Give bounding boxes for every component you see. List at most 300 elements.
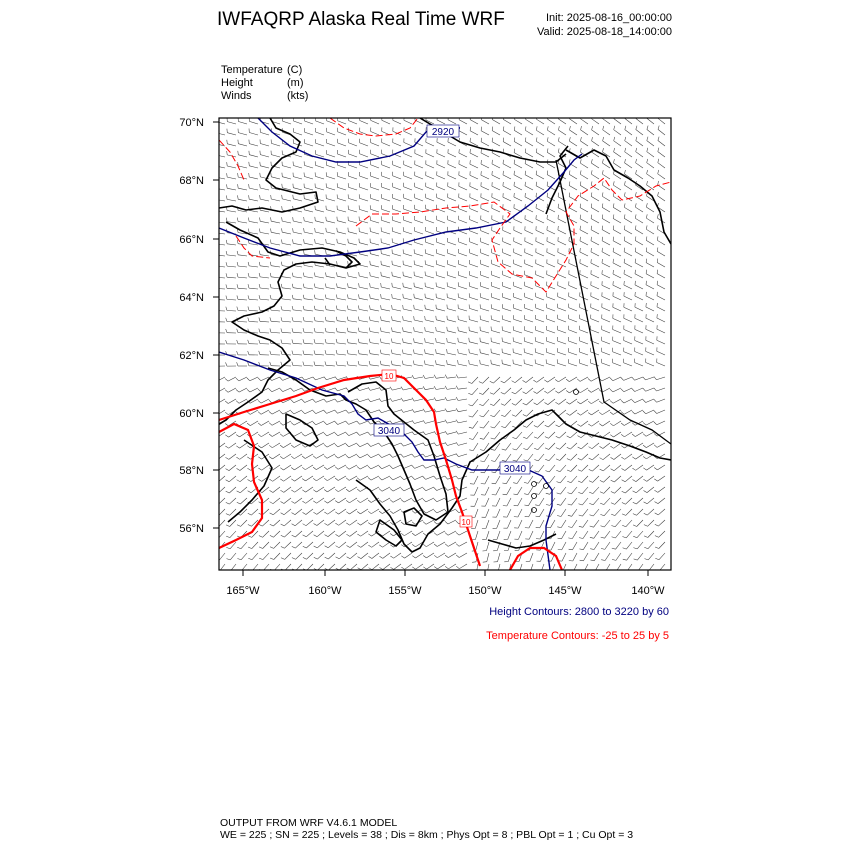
wind-barb-flag (379, 421, 382, 424)
wind-barb-flag (216, 173, 217, 177)
wind-barb-flag (502, 460, 506, 461)
wind-barb-shaft (425, 377, 434, 379)
wind-barb-flag (578, 436, 582, 438)
lat-label: 66°N (179, 234, 204, 246)
wind-barb-flag (248, 362, 249, 366)
wind-barb-shaft (580, 219, 588, 223)
wind-barb-flag (599, 401, 602, 404)
height-label: 3040 (503, 464, 527, 475)
wind-barb-shaft (547, 308, 555, 311)
wind-barb-shaft (558, 252, 566, 256)
wind-barb-shaft (382, 187, 391, 190)
wind-barb-shaft (337, 321, 346, 322)
wind-barb-shaft (436, 298, 445, 300)
wind-barb-shaft (470, 153, 478, 157)
wind-barb-flag (237, 284, 238, 288)
wind-barb-flag (314, 284, 315, 288)
wind-barb-shaft (571, 476, 577, 483)
wind-barb-flag (227, 151, 228, 155)
wind-barb-flag (314, 557, 318, 559)
wind-barb-shaft (647, 174, 654, 179)
wind-barb-shaft (359, 243, 368, 245)
wind-barb-shaft (541, 564, 544, 572)
wind-barb-shaft (415, 198, 423, 201)
wind-barb-shaft (337, 287, 346, 289)
wind-barb-shaft (348, 221, 357, 223)
wind-barb-flag (258, 400, 261, 403)
wind-barb-shaft (548, 388, 555, 393)
wind-barb-shaft (614, 152, 621, 157)
wind-barb-shaft (404, 443, 413, 446)
wind-barb-shaft (593, 498, 599, 505)
wind-barb-flag (412, 567, 415, 569)
wind-barb-shaft (602, 410, 610, 415)
wind-barb-flag (370, 272, 371, 276)
wind-barb-shaft (436, 320, 445, 322)
wind-barb-shaft (580, 185, 588, 190)
wind-barb-shaft (548, 399, 555, 405)
wind-barb-shaft (591, 196, 599, 201)
wind-barb-shaft (657, 351, 665, 355)
wind-barb-shaft (636, 174, 643, 179)
wind-barb-shaft (271, 199, 280, 201)
wind-barb-shaft (227, 255, 236, 256)
wind-barb-shaft (382, 198, 391, 201)
wind-barb-flag (381, 316, 382, 320)
wind-barb-flag (226, 480, 230, 482)
wind-barb-shaft (293, 354, 302, 355)
wind-barb-shaft (316, 399, 324, 402)
wind-barb-shaft (657, 318, 665, 322)
wind-barb-shaft (573, 564, 577, 572)
wind-barb-flag (643, 434, 646, 437)
wind-barb-flag (568, 527, 572, 528)
wind-barb-flag (225, 446, 228, 448)
wind-barb-flag (270, 535, 274, 537)
wind-barb-shaft (240, 476, 247, 482)
wind-barb-shaft (262, 498, 269, 504)
wind-barb-flag (602, 192, 603, 196)
wind-barb-shaft (459, 220, 467, 223)
wind-barb-shaft (580, 388, 588, 393)
wind-barb-flag (624, 248, 625, 252)
wind-barb-shaft (381, 331, 390, 333)
wind-barb-flag (314, 524, 317, 526)
wind-barb-shaft (326, 199, 335, 202)
wind-barb-shaft (293, 266, 302, 268)
wind-barb-shaft (448, 564, 456, 569)
wind-barb-flag (469, 450, 473, 451)
wind-barb-flag (578, 447, 582, 449)
wind-barb-shaft (370, 399, 379, 402)
wind-barb-shaft (414, 410, 423, 412)
wind-barb-shaft (513, 330, 522, 333)
wind-barb-shaft (491, 353, 500, 355)
wind-barb-shaft (350, 520, 357, 525)
wind-barb-shaft (583, 531, 588, 539)
wind-barb-shaft (635, 388, 643, 392)
wind-barb-flag (270, 284, 271, 288)
wind-barb-shaft (525, 208, 533, 212)
wind-barb-shaft (503, 186, 511, 190)
wind-barb-flag (226, 329, 227, 333)
wind-barb-flag (503, 149, 504, 153)
wind-barb-flag (291, 422, 294, 425)
wind-barb-flag (237, 502, 241, 504)
wind-barb-shaft (496, 509, 500, 517)
wind-barb-flag (226, 362, 228, 366)
wind-barb-flag (248, 525, 252, 527)
wind-barb-shaft (436, 331, 445, 333)
wind-barb-shaft (625, 141, 632, 146)
wind-barb-flag (401, 454, 404, 457)
wind-barb-shaft (658, 196, 665, 201)
wind-barb-flag (447, 338, 448, 342)
wind-barb-shaft (481, 153, 489, 157)
wind-barb-shaft (359, 265, 368, 267)
wind-barb-flag (503, 494, 507, 495)
wind-barb-flag (612, 559, 616, 560)
wind-barb-flag (614, 159, 615, 163)
wind-barb-flag (313, 422, 316, 425)
wind-barb-flag (414, 327, 415, 331)
wind-barb-shaft (304, 310, 313, 311)
wind-barb-flag (324, 490, 327, 492)
wind-barb-shaft (238, 255, 247, 256)
wind-barb-flag (259, 329, 260, 333)
wind-barb-flag (347, 557, 351, 559)
wind-barb-shaft (392, 276, 401, 278)
wind-barb-flag (546, 505, 550, 506)
wind-barb-shaft (458, 331, 467, 333)
wind-barb-flag (259, 558, 263, 560)
wind-barb-shaft (415, 209, 424, 212)
wind-barb-flag (304, 228, 305, 232)
wind-barb-shaft (570, 119, 577, 124)
wind-barb-flag (612, 537, 616, 538)
wind-barb-flag (324, 411, 327, 414)
wind-barb-flag (347, 328, 348, 332)
wind-barb-flag (636, 137, 637, 141)
wind-barb-shaft (337, 221, 346, 223)
wind-barb-shaft (635, 241, 643, 246)
wind-barb-shaft (240, 498, 247, 504)
wind-barb-shaft (361, 531, 368, 536)
wind-barb-shaft (636, 454, 643, 459)
wind-barb-flag (314, 535, 318, 537)
wind-barb-shaft (304, 354, 313, 355)
wind-barb-flag (226, 340, 227, 344)
wind-barb-flag (588, 390, 591, 393)
wind-barb-shaft (558, 208, 566, 212)
wind-barb-shaft (524, 364, 533, 367)
wind-barb-shaft (216, 300, 225, 301)
wind-barb-flag (632, 411, 635, 414)
wind-barb-flag (643, 400, 646, 403)
wind-barb-shaft (316, 421, 324, 425)
wind-barb-flag (281, 558, 285, 560)
wind-barb-shaft (475, 520, 478, 529)
wind-barb-flag (412, 522, 415, 525)
wind-barb-flag (271, 195, 272, 199)
wind-barb-flag (456, 555, 459, 558)
wind-barb-flag (302, 434, 305, 437)
wind-barb-flag (589, 492, 593, 494)
wind-barb-flag (269, 479, 272, 481)
wind-barb-shaft (487, 553, 489, 562)
wind-barb-flag (654, 377, 657, 380)
wind-barb-flag (658, 170, 659, 174)
wind-barb-flag (271, 217, 272, 221)
wind-barb-shaft (580, 263, 588, 267)
wind-barb-flag (434, 397, 436, 400)
wind-barb-flag (591, 215, 592, 219)
wind-barb-shaft (415, 131, 423, 135)
wind-barb-shaft (524, 341, 533, 344)
wind-barb-shaft (635, 252, 643, 256)
wind-barb-flag (611, 457, 614, 459)
wind-barb-shaft (480, 364, 489, 366)
wind-barb-shaft (448, 153, 456, 157)
wind-barb-shaft (436, 264, 445, 267)
wind-barb-shaft (469, 320, 478, 322)
wind-barb-shaft (436, 287, 445, 290)
wind-barb-flag (357, 399, 360, 402)
wind-barb-flag (358, 339, 359, 343)
wind-barb-shaft (475, 498, 478, 506)
wind-barb-shaft (657, 240, 665, 245)
wind-barb-flag (401, 556, 404, 558)
wind-barb-flag (534, 392, 537, 394)
wind-barb-shaft (261, 443, 269, 448)
wind-barb-shaft (602, 207, 610, 212)
wind-barb-shaft (414, 265, 423, 268)
wind-barb-shaft (514, 175, 522, 179)
wind-barb-shaft (508, 553, 511, 562)
wind-barb-shaft (549, 443, 555, 450)
wind-barb-shaft (595, 564, 599, 572)
wind-barb-flag (402, 350, 403, 354)
wind-barb-flag (313, 445, 316, 448)
wind-barb-flag (237, 262, 238, 266)
wind-barb-shaft (414, 342, 423, 344)
wind-barb-shaft (525, 219, 533, 223)
wind-barb-shaft (229, 498, 236, 504)
wind-barb-flag (369, 317, 370, 321)
wind-barb-shaft (635, 329, 643, 333)
wind-barb-shaft (646, 432, 654, 436)
wind-barb-shaft (295, 498, 302, 503)
wind-barb-flag (434, 443, 437, 446)
wind-barb-shaft (448, 175, 456, 179)
wind-barb-shaft (491, 331, 500, 334)
wind-barb-shaft (360, 165, 369, 168)
wind-barb-shaft (459, 231, 467, 234)
wind-barb-shaft (381, 254, 390, 256)
wind-barb-shaft (658, 520, 665, 526)
wind-barb-shaft (381, 309, 390, 311)
wind-barb-shaft (558, 319, 566, 322)
wind-barb-shaft (326, 299, 335, 301)
wind-barb-shaft (305, 410, 313, 414)
wind-barb-shaft (492, 186, 500, 190)
wind-barb-shaft (359, 198, 368, 201)
wind-barb-shaft (381, 320, 390, 322)
wind-barb-shaft (538, 454, 544, 461)
wind-barb-flag (403, 338, 404, 342)
wind-barb-shaft (591, 219, 599, 223)
wind-barb-flag (456, 487, 459, 490)
wind-barb-shaft (436, 421, 445, 423)
wind-barb-shaft (283, 410, 291, 414)
wind-barb-flag (601, 560, 605, 561)
wind-barb-flag (280, 411, 283, 414)
wind-barb-shaft (273, 476, 280, 481)
wind-barb-shaft (503, 175, 511, 179)
wind-barb-flag (610, 446, 613, 448)
wind-barb-shaft (293, 343, 302, 344)
wind-barb-shaft (558, 308, 566, 311)
wind-barb-shaft (514, 286, 522, 289)
wind-barb-flag (579, 526, 583, 527)
wind-barb-flag (401, 533, 404, 535)
wind-barb-flag (470, 127, 471, 131)
wind-barb-shaft (658, 498, 665, 504)
wind-barb-shaft (227, 144, 236, 146)
wind-barb-flag (523, 392, 527, 394)
wind-barb-flag (358, 350, 359, 354)
wind-barb-shaft (552, 564, 556, 572)
wind-barb-flag (403, 316, 404, 320)
wind-barb-shaft (283, 121, 292, 124)
wind-barb-flag (281, 502, 284, 504)
wind-barb-shaft (338, 143, 346, 146)
wind-barb-flag (347, 339, 348, 343)
wind-barb-shaft (525, 186, 533, 190)
wind-barb-shaft (658, 509, 665, 515)
wind-barb-flag (326, 272, 327, 276)
wind-barb-shaft (525, 141, 533, 146)
wind-barb-flag (633, 502, 637, 504)
wind-barb-shaft (603, 465, 610, 471)
wind-barb-flag (580, 193, 581, 197)
wind-barb-shaft (447, 377, 456, 378)
wind-barb-flag (579, 504, 583, 505)
wind-barb-shaft (591, 174, 599, 179)
wind-barb-flag (657, 259, 658, 263)
wind-barb-shaft (486, 531, 489, 540)
wind-barb-shaft (525, 241, 533, 245)
wind-barb-shaft (447, 421, 456, 423)
wind-barb-shaft (227, 133, 236, 135)
wind-barb-flag (292, 524, 296, 526)
wind-barb-shaft (382, 454, 390, 458)
wind-barb-flag (335, 399, 338, 402)
wind-barb-shaft (492, 120, 500, 125)
wind-barb-shaft (228, 377, 236, 381)
wind-barb-shaft (392, 410, 401, 413)
wind-barb-flag (247, 468, 250, 470)
wind-barb-shaft (636, 487, 643, 493)
wind-barb-shaft (382, 487, 390, 491)
wind-barb-flag (602, 170, 603, 174)
wind-barb-flag (512, 426, 516, 428)
wind-barb-shaft (448, 120, 456, 124)
lat-label: 56°N (179, 523, 204, 535)
lon-label: 150°W (468, 585, 502, 597)
wind-barb-shaft (513, 364, 522, 366)
wind-barb-flag (567, 436, 571, 438)
wind-barb-shaft (240, 443, 247, 448)
wind-barb-shaft (481, 264, 490, 267)
wind-barb-flag (591, 226, 592, 230)
wind-barb-shaft (415, 153, 423, 157)
wind-barb-shaft (646, 340, 654, 344)
wind-barb-flag (215, 196, 216, 200)
wind-barb-shaft (337, 210, 346, 212)
wind-barb-shaft (249, 299, 258, 300)
wind-barb-shaft (547, 141, 555, 146)
wind-barb-shaft (604, 498, 610, 505)
wind-barb-shaft (646, 388, 654, 391)
wind-barb-flag (624, 214, 625, 218)
wind-barb-flag (611, 469, 615, 471)
wind-barb-shaft (582, 487, 588, 494)
wind-barb-shaft (383, 553, 390, 558)
wind-barb-shaft (603, 432, 610, 437)
wind-barb-shaft (536, 208, 544, 212)
wind-barb-flag (337, 228, 338, 232)
wind-barb-shaft (470, 120, 478, 124)
wind-barb-shaft (327, 487, 335, 492)
wind-barb-shaft (547, 341, 556, 344)
wind-barb-shaft (414, 276, 423, 278)
wind-barb-flag (238, 184, 239, 188)
wind-barb-shaft (359, 209, 368, 212)
wind-barb-shaft (260, 155, 269, 157)
wind-barb-shaft (592, 454, 599, 460)
wind-barb-flag (445, 397, 447, 400)
wind-barb-shaft (383, 542, 390, 547)
wind-barb-shaft (592, 130, 599, 135)
wind-barb-flag (501, 404, 505, 406)
wind-barb-shaft (502, 364, 511, 366)
wind-barb-shaft (350, 531, 357, 536)
wind-barb-flag (436, 338, 437, 342)
wind-barb-flag (226, 273, 227, 277)
wind-barb-shaft (293, 143, 302, 146)
wind-barb-shaft (624, 421, 632, 426)
wind-barb-shaft (648, 553, 654, 560)
wind-barb-shaft (515, 377, 522, 383)
wind-barb-flag (601, 571, 605, 572)
wind-barb-flag (314, 362, 315, 366)
wind-barb-shaft (602, 307, 610, 311)
wind-barb-flag (313, 411, 316, 414)
wind-barb-shaft (528, 487, 533, 495)
wind-barb-flag (369, 350, 370, 354)
wind-barb-shaft (525, 164, 533, 168)
wind-barb-flag (335, 512, 338, 514)
wind-barb-shaft (602, 263, 610, 267)
wind-barb-shaft (602, 252, 610, 256)
wind-barb-flag (412, 454, 415, 457)
wind-barb-shaft (305, 377, 314, 380)
wind-barb-shaft (514, 186, 522, 190)
wind-barb-shaft (328, 520, 335, 525)
wind-barb-flag (423, 567, 426, 569)
wind-barb-shaft (304, 321, 313, 322)
